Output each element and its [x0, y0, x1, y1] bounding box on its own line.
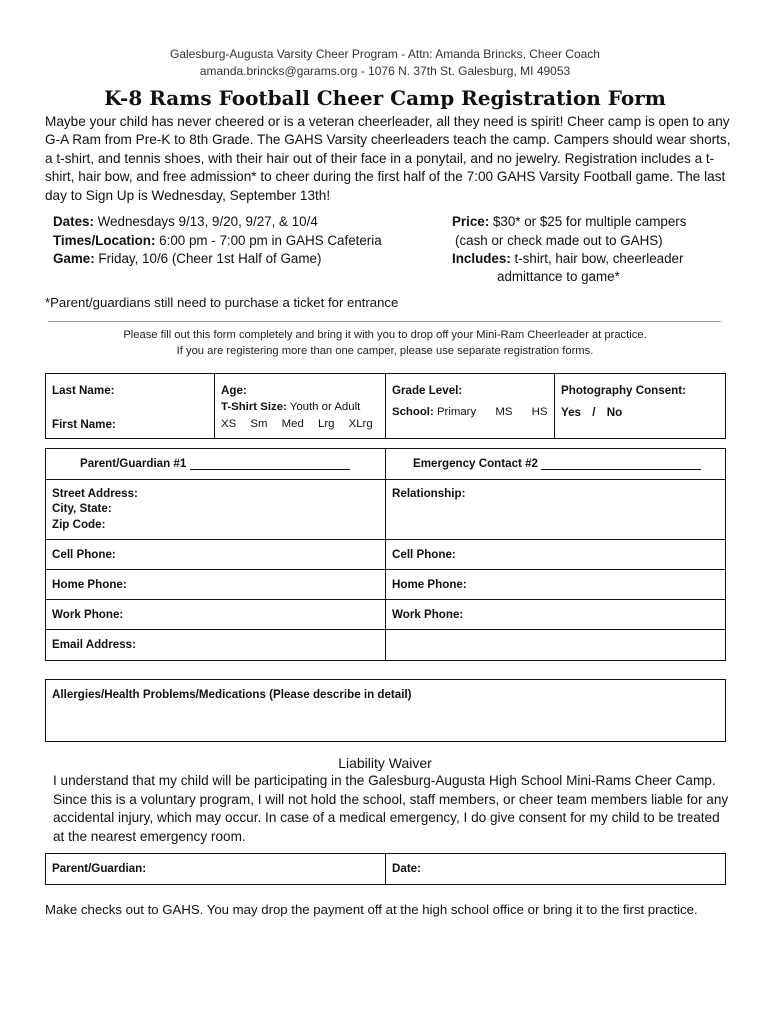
includes-label: Includes: [452, 251, 511, 266]
price-label: Price: [452, 214, 490, 229]
street-address-field[interactable]: Street Address: [52, 487, 138, 500]
header-line-1: Galesburg-Augusta Varsity Cheer Program - Attn: Amanda Brincks, Cheer Coach [170, 47, 600, 61]
school-option-hs[interactable]: HS [531, 406, 548, 418]
tshirt-size-label: T-Shirt Size: [221, 401, 287, 413]
first-name-field[interactable]: First Name: [52, 418, 116, 431]
game-value: Friday, 10/6 (Cheer 1st Half of Game) [94, 251, 322, 266]
dates-value: Wednesdays 9/13, 9/20, 9/27, & 10/4 [93, 214, 318, 229]
contacts-row-line-4 [45, 599, 726, 600]
emergency-home-phone-field[interactable]: Home Phone: [392, 578, 467, 591]
header-line-2: amanda.brincks@garams.org - 1076 N. 37th St. Galesburg, MI 49053 [199, 64, 571, 78]
size-option-sm[interactable]: Sm [250, 418, 268, 430]
contacts-row-line-3 [45, 569, 726, 570]
contacts-row-line-1 [45, 479, 726, 480]
guardian-1-label: Parent/Guardian #1 [80, 457, 187, 470]
times-label: Times/Location: [53, 233, 156, 248]
game-label: Game: [53, 251, 95, 266]
age-field[interactable]: Age: [221, 384, 247, 397]
guardian-cell-phone-field[interactable]: Cell Phone: [52, 548, 116, 561]
school-option-primary[interactable]: Primary [436, 406, 477, 418]
emergency-2-title [413, 457, 701, 470]
city-state-field[interactable]: City, State: [52, 502, 112, 515]
size-option-lrg[interactable]: Lrg [317, 418, 335, 430]
school-line [392, 406, 547, 418]
parent-guardian-signature-field[interactable]: Parent/Guardian: [52, 862, 147, 875]
instructions-line-2: If you are registering more than one camper, please use separate registration forms. [176, 345, 594, 357]
price-value: $30* or $25 for multiple campers [489, 214, 687, 229]
camper-divider-1 [214, 373, 215, 439]
divider [48, 321, 721, 322]
camper-divider-2 [385, 373, 386, 439]
grade-level-field[interactable]: Grade Level: [392, 384, 463, 397]
camper-divider-3 [554, 373, 555, 439]
ticket-note: *Parent/guardians still need to purchase a ticket for entrance [45, 295, 399, 310]
size-option-xs[interactable]: XS [221, 418, 237, 430]
emergency-2-name-line[interactable] [541, 469, 701, 470]
times-value: 6:00 pm - 7:00 pm in GAHS Cafeteria [155, 233, 382, 248]
consent-slash: / [592, 406, 596, 419]
tshirt-size-line [221, 401, 360, 413]
dates-label: Dates: [53, 214, 94, 229]
form-title: K-8 Rams Football Cheer Camp Registration Form [104, 86, 666, 110]
emergency-work-phone-field[interactable]: Work Phone: [392, 608, 464, 621]
allergies-label: Allergies/Health Problems/Medications (Please describe in detail) [52, 688, 412, 701]
photo-consent-label: Photography Consent: [561, 384, 686, 397]
size-option-xlrg[interactable]: XLrg [348, 418, 373, 430]
includes-value: t-shirt, hair bow, cheerleader [510, 251, 684, 266]
consent-yes[interactable]: Yes [561, 406, 581, 419]
school-option-ms[interactable]: MS [495, 406, 513, 418]
includes-line [452, 250, 683, 269]
guardian-home-phone-field[interactable]: Home Phone: [52, 578, 127, 591]
payment-note: Make checks out to GAHS. You may drop the payment off at the high school office or bring it to the first practice. [45, 902, 698, 917]
guardian-1-name-line[interactable] [190, 469, 350, 470]
last-name-field[interactable]: Last Name: [52, 384, 115, 397]
relationship-field[interactable]: Relationship: [392, 487, 466, 500]
size-option-med[interactable]: Med [281, 418, 304, 430]
date-field[interactable]: Date: [392, 862, 421, 875]
times-line [53, 232, 382, 251]
size-options [221, 418, 373, 430]
includes-value-2: admittance to game* [497, 269, 620, 284]
emergency-2-label: Emergency Contact #2 [413, 457, 539, 470]
photo-consent-options [561, 406, 622, 419]
school-label: School: [392, 406, 434, 418]
price-note: (cash or check made out to GAHS) [455, 233, 663, 248]
price-line [452, 213, 686, 232]
tshirt-size-value[interactable]: Youth or Adult [286, 401, 361, 413]
instructions-line-1: Please fill out this form completely and bring it with you to drop off your Mini-Ram Cheerleader at practice. [123, 329, 647, 341]
guardian-1-title [80, 457, 350, 470]
zip-code-field[interactable]: Zip Code: [52, 518, 106, 531]
waiver-text: I understand that my child will be participating in the Galesburg-Augusta High School Mini-Rams Cheer Camp. Since this is a voluntary program, I will not hold the school, staff members, or cheer team members liable for any accidental injury, which may occur. In case of a medical emergency, I do give consent for my child to be treated at the nearest emergency room. [53, 773, 729, 844]
contacts-row-line-2 [45, 539, 726, 540]
emergency-cell-phone-field[interactable]: Cell Phone: [392, 548, 456, 561]
guardian-work-phone-field[interactable]: Work Phone: [52, 608, 124, 621]
email-address-field[interactable]: Email Address: [52, 638, 136, 651]
dates-line [53, 213, 318, 232]
consent-no[interactable]: No [606, 406, 623, 419]
waiver-title: Liability Waiver [338, 755, 432, 771]
signature-divider [385, 853, 386, 885]
intro-paragraph: Maybe your child has never cheered or is a veteran cheerleader, all they need is spirit! Cheer camp is open to any G-A Ram from Pre-K to 8th Grade. The GAHS Varsity cheerleaders teach the camp. Campers should wear shorts, a t-shirt, and tennis shoes, with their hair out of their face in a ponytail, and no jewelry. Registration includes a t-shirt, hair bow, and free admission* to cheer during the first half of the 7:00 GAHS Varsity Football game. The last day to Sign Up is Wednesday, September 13th! [45, 114, 731, 203]
game-line [53, 250, 321, 269]
contacts-row-line-5 [45, 629, 726, 630]
